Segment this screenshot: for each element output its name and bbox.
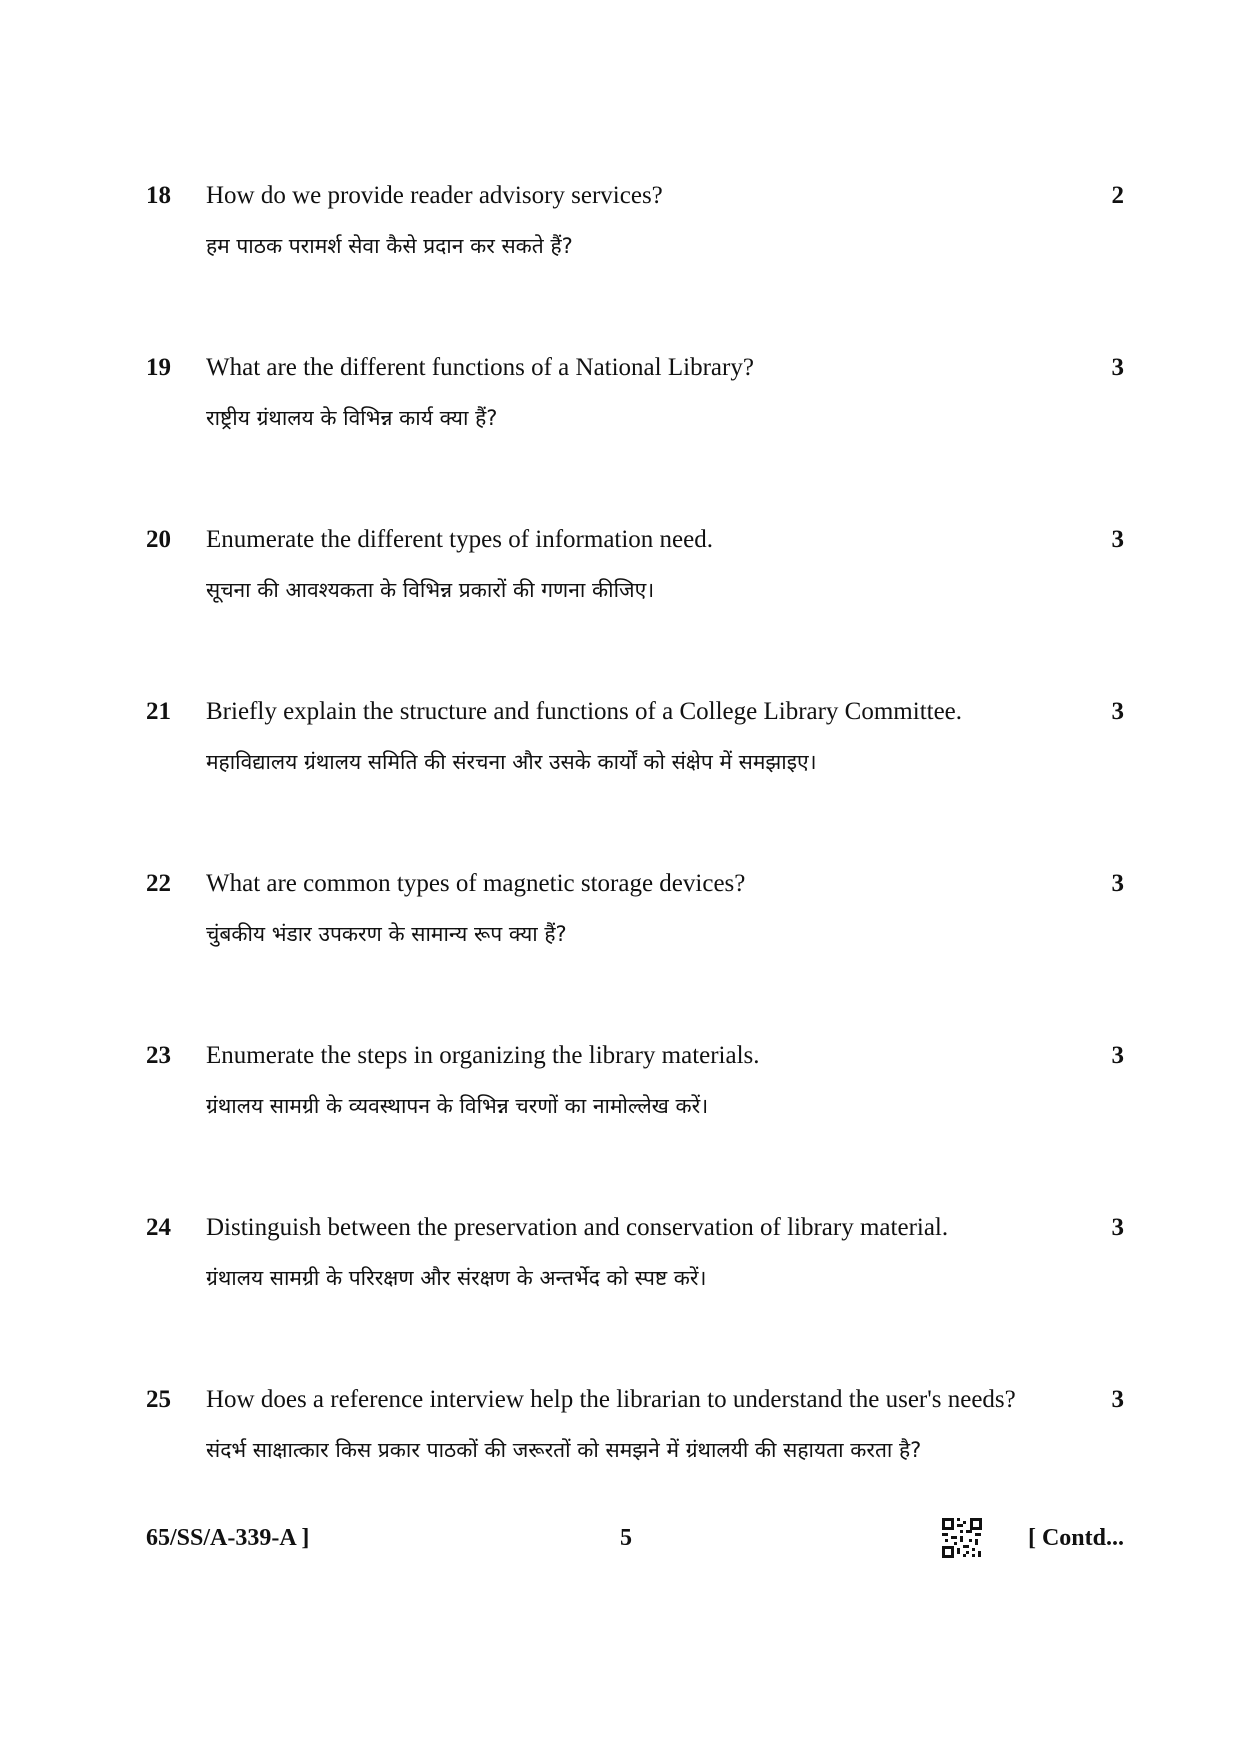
question-marks: 3 xyxy=(1111,526,1124,553)
question-number: 21 xyxy=(146,698,171,725)
question-text-hindi: हम पाठक परामर्श सेवा कैसे प्रदान कर सकते हैं? xyxy=(206,234,573,258)
paper-code: 65/SS/A-339-A ] xyxy=(146,1525,310,1551)
question-item xyxy=(146,1212,1124,1384)
question-text-english: Distinguish between the preservation and conservation of library material. xyxy=(206,1214,949,1241)
question-marks: 2 xyxy=(1111,182,1124,209)
page-number: 5 xyxy=(620,1525,632,1551)
continued-label: [ Contd... xyxy=(1027,1525,1124,1551)
question-text-hindi: सूचना की आवश्यकता के विभिन्न प्रकारों की गणना कीजिए। xyxy=(206,578,655,602)
question-item xyxy=(146,868,1124,1040)
question-item xyxy=(146,352,1124,524)
question-text-hindi: ग्रंथालय सामग्री के परिरक्षण और संरक्षण के अन्तर्भेद को स्पष्ट करें। xyxy=(206,1266,707,1290)
question-marks: 3 xyxy=(1111,1214,1124,1241)
question-text-english: How does a reference interview help the librarian to understand the user's needs? xyxy=(206,1386,1016,1413)
question-number: 22 xyxy=(146,870,171,897)
question-item xyxy=(146,180,1124,352)
question-text-english: What are the different functions of a National Library? xyxy=(206,354,754,381)
question-text-english: Enumerate the steps in organizing the library materials. xyxy=(206,1042,760,1069)
question-number: 20 xyxy=(146,526,171,553)
question-number: 18 xyxy=(146,182,171,209)
question-marks: 3 xyxy=(1111,1042,1124,1069)
question-text-english: How do we provide reader advisory services? xyxy=(206,182,663,209)
question-item xyxy=(146,524,1124,696)
question-list xyxy=(146,180,1124,1556)
question-marks: 3 xyxy=(1111,870,1124,897)
question-number: 25 xyxy=(146,1386,171,1413)
question-text-hindi: महाविद्यालय ग्रंथालय समिति की संरचना और उसके कार्यों को संक्षेप में समझाइए। xyxy=(206,750,817,774)
question-number: 19 xyxy=(146,354,171,381)
question-number: 23 xyxy=(146,1042,171,1069)
question-marks: 3 xyxy=(1111,354,1124,381)
question-item xyxy=(146,1040,1124,1212)
question-text-hindi: चुंबकीय भंडार उपकरण के सामान्य रूप क्या हैं? xyxy=(206,922,567,946)
question-marks: 3 xyxy=(1111,698,1124,725)
qr-code-icon xyxy=(942,1518,982,1558)
question-text-hindi: राष्ट्रीय ग्रंथालय के विभिन्न कार्य क्या हैं? xyxy=(206,406,498,430)
question-marks: 3 xyxy=(1111,1386,1124,1413)
question-text-hindi: ग्रंथालय सामग्री के व्यवस्थापन के विभिन्न चरणों का नामोल्लेख करें। xyxy=(206,1094,709,1118)
page-footer xyxy=(146,1522,1124,1562)
question-number: 24 xyxy=(146,1214,171,1241)
question-text-english: Enumerate the different types of information need. xyxy=(206,526,713,553)
question-item xyxy=(146,696,1124,868)
question-text-english: What are common types of magnetic storage devices? xyxy=(206,870,746,897)
question-text-english: Briefly explain the structure and functions of a College Library Committee. xyxy=(206,698,963,725)
question-text-hindi: संदर्भ साक्षात्कार किस प्रकार पाठकों की जरूरतों को समझने में ग्रंथालयी की सहायता करता है? xyxy=(206,1438,922,1462)
